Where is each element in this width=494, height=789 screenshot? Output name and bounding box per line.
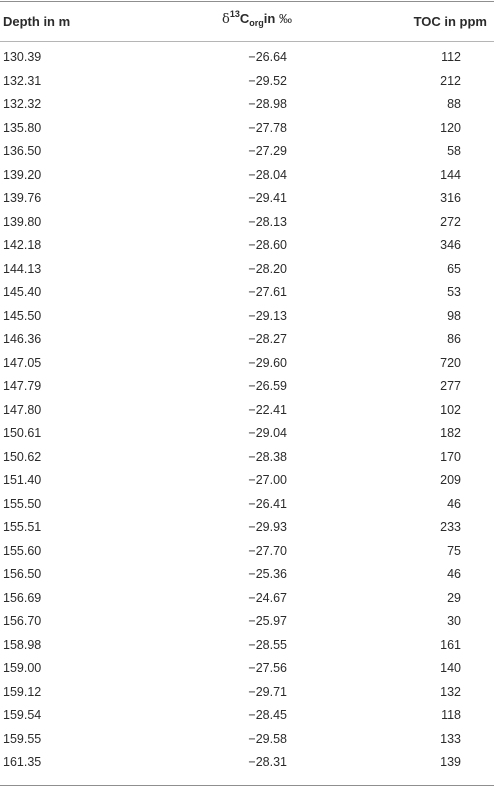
- table-row: [0, 260, 494, 284]
- cell-depth: 147.79: [3, 379, 42, 393]
- cell-d13c: −29.41: [248, 191, 287, 205]
- cell-toc: 233: [440, 520, 461, 534]
- cell-d13c: −28.04: [248, 167, 287, 182]
- table-body: [0, 48, 494, 777]
- cell-d13c: −28.38: [248, 449, 287, 464]
- table-row: [0, 683, 494, 707]
- table-row: [0, 706, 494, 730]
- table-row: [0, 448, 494, 472]
- table-row: [0, 307, 494, 331]
- cell-depth: 159.00: [3, 661, 42, 675]
- table-row: [0, 213, 494, 237]
- cell-depth: 144.13: [3, 261, 42, 276]
- cell-d13c: −28.31: [248, 755, 287, 769]
- table-row: [0, 636, 494, 660]
- table-row: [0, 189, 494, 213]
- cell-toc: 139: [440, 755, 461, 769]
- table-row: [0, 471, 494, 495]
- table-row: [0, 48, 494, 72]
- cell-d13c: −28.20: [248, 261, 287, 276]
- cell-toc: 209: [440, 473, 461, 487]
- table-row: [0, 236, 494, 260]
- cell-depth: 146.36: [3, 332, 42, 346]
- cell-d13c: −26.59: [248, 379, 287, 393]
- table-row: [0, 565, 494, 589]
- header-d13c-c: C: [239, 11, 250, 26]
- cell-d13c: −29.52: [248, 73, 287, 88]
- cell-depth: 132.31: [3, 73, 42, 88]
- cell-d13c: −27.78: [248, 120, 287, 135]
- cell-d13c: −27.70: [248, 543, 287, 558]
- cell-toc: 88: [447, 97, 461, 111]
- cell-toc: 212: [440, 73, 461, 88]
- table-row: [0, 377, 494, 401]
- table-row: [0, 142, 494, 166]
- cell-toc: 75: [447, 543, 461, 558]
- table-row: [0, 495, 494, 519]
- cell-depth: 155.60: [3, 543, 42, 558]
- cell-toc: 182: [440, 426, 461, 440]
- cell-d13c: −29.04: [248, 426, 287, 440]
- cell-toc: 277: [440, 379, 461, 393]
- cell-d13c: −29.58: [248, 731, 287, 746]
- cell-toc: 346: [440, 238, 461, 252]
- cell-d13c: −26.64: [248, 50, 287, 64]
- cell-depth: 159.55: [3, 731, 42, 746]
- cell-depth: 139.80: [3, 214, 42, 229]
- cell-d13c: −27.29: [248, 144, 287, 158]
- cell-d13c: −25.36: [248, 567, 287, 581]
- table-row: [0, 95, 494, 119]
- cell-toc: 170: [440, 449, 461, 464]
- header-d13c-sup: 13: [229, 9, 240, 19]
- cell-d13c: −29.93: [248, 520, 287, 534]
- cell-d13c: −28.60: [248, 238, 287, 252]
- cell-d13c: −27.61: [248, 285, 287, 299]
- table-row: [0, 589, 494, 613]
- cell-toc: 118: [441, 708, 461, 722]
- cell-depth: 158.98: [3, 637, 42, 652]
- table-row: [0, 283, 494, 307]
- table-bottom-rule: [0, 785, 494, 786]
- header-d13c: [192, 11, 322, 27]
- cell-depth: 156.69: [3, 590, 42, 605]
- cell-d13c: −28.45: [248, 708, 287, 722]
- cell-depth: 156.70: [3, 614, 42, 628]
- cell-depth: 145.50: [3, 308, 42, 323]
- cell-d13c: −28.13: [248, 214, 287, 229]
- cell-d13c: −27.56: [248, 661, 287, 675]
- header-toc: TOC in ppm: [413, 14, 487, 29]
- cell-d13c: −29.71: [248, 684, 287, 699]
- cell-depth: 145.40: [3, 285, 42, 299]
- cell-depth: 130.39: [3, 50, 42, 64]
- cell-toc: 46: [447, 496, 461, 511]
- cell-d13c: −28.27: [248, 332, 287, 346]
- cell-toc: 272: [440, 214, 461, 229]
- cell-toc: 58: [447, 144, 461, 158]
- cell-toc: 46: [447, 567, 461, 581]
- header-d13c-in: in: [263, 11, 279, 26]
- table-row: [0, 354, 494, 378]
- cell-toc: 53: [447, 285, 461, 299]
- table-header-rule: [0, 41, 494, 42]
- cell-toc: 720: [440, 355, 461, 370]
- cell-depth: 155.50: [3, 496, 42, 511]
- cell-toc: 133: [440, 731, 461, 746]
- header-d13c-delta: δ: [222, 12, 230, 27]
- table-top-rule: [0, 1, 494, 2]
- cell-depth: 159.54: [3, 708, 42, 722]
- cell-depth: 159.12: [3, 684, 42, 699]
- cell-toc: 65: [447, 261, 461, 276]
- cell-toc: 132: [440, 684, 461, 699]
- cell-depth: 147.05: [3, 355, 42, 370]
- cell-toc: 144: [440, 167, 461, 182]
- cell-depth: 150.62: [3, 449, 42, 464]
- cell-depth: 151.40: [3, 473, 42, 487]
- table-row: [0, 730, 494, 754]
- table-row: [0, 401, 494, 425]
- cell-d13c: −22.41: [248, 402, 287, 417]
- cell-toc: 30: [447, 614, 461, 628]
- cell-depth: 136.50: [3, 144, 42, 158]
- cell-toc: 86: [447, 332, 461, 346]
- table-row: [0, 72, 494, 96]
- table-row: [0, 659, 494, 683]
- cell-depth: 139.20: [3, 167, 42, 182]
- table-row: [0, 424, 494, 448]
- cell-d13c: −24.67: [248, 590, 287, 605]
- cell-toc: 140: [440, 661, 461, 675]
- cell-depth: 135.80: [3, 120, 42, 135]
- cell-d13c: −26.41: [248, 496, 287, 511]
- table-row: [0, 542, 494, 566]
- cell-depth: 139.76: [3, 191, 42, 205]
- table-row: [0, 166, 494, 190]
- cell-toc: 98: [447, 308, 461, 323]
- cell-toc: 112: [441, 50, 461, 64]
- table-row: [0, 753, 494, 777]
- table-row: [0, 518, 494, 542]
- cell-depth: 161.35: [3, 755, 42, 769]
- cell-depth: 156.50: [3, 567, 42, 581]
- cell-depth: 142.18: [3, 238, 42, 252]
- cell-d13c: −29.60: [248, 355, 287, 370]
- cell-d13c: −28.98: [248, 97, 287, 111]
- cell-toc: 29: [447, 590, 461, 605]
- cell-depth: 155.51: [3, 520, 42, 534]
- header-depth: Depth in m: [3, 14, 71, 29]
- cell-d13c: −29.13: [248, 308, 287, 323]
- header-d13c-sub: org: [249, 18, 264, 28]
- cell-d13c: −27.00: [248, 473, 287, 487]
- table-row: [0, 612, 494, 636]
- cell-toc: 120: [440, 120, 461, 135]
- table-row: [0, 330, 494, 354]
- cell-depth: 150.61: [3, 426, 42, 440]
- cell-d13c: −28.55: [248, 637, 287, 652]
- cell-depth: 147.80: [3, 402, 42, 417]
- table-header: [0, 8, 494, 34]
- cell-toc: 102: [440, 402, 461, 417]
- cell-toc: 161: [440, 637, 461, 652]
- table-row: [0, 119, 494, 143]
- header-d13c-unit: ‰: [278, 11, 292, 26]
- cell-toc: 316: [440, 191, 461, 205]
- cell-d13c: −25.97: [248, 614, 287, 628]
- cell-depth: 132.32: [3, 97, 42, 111]
